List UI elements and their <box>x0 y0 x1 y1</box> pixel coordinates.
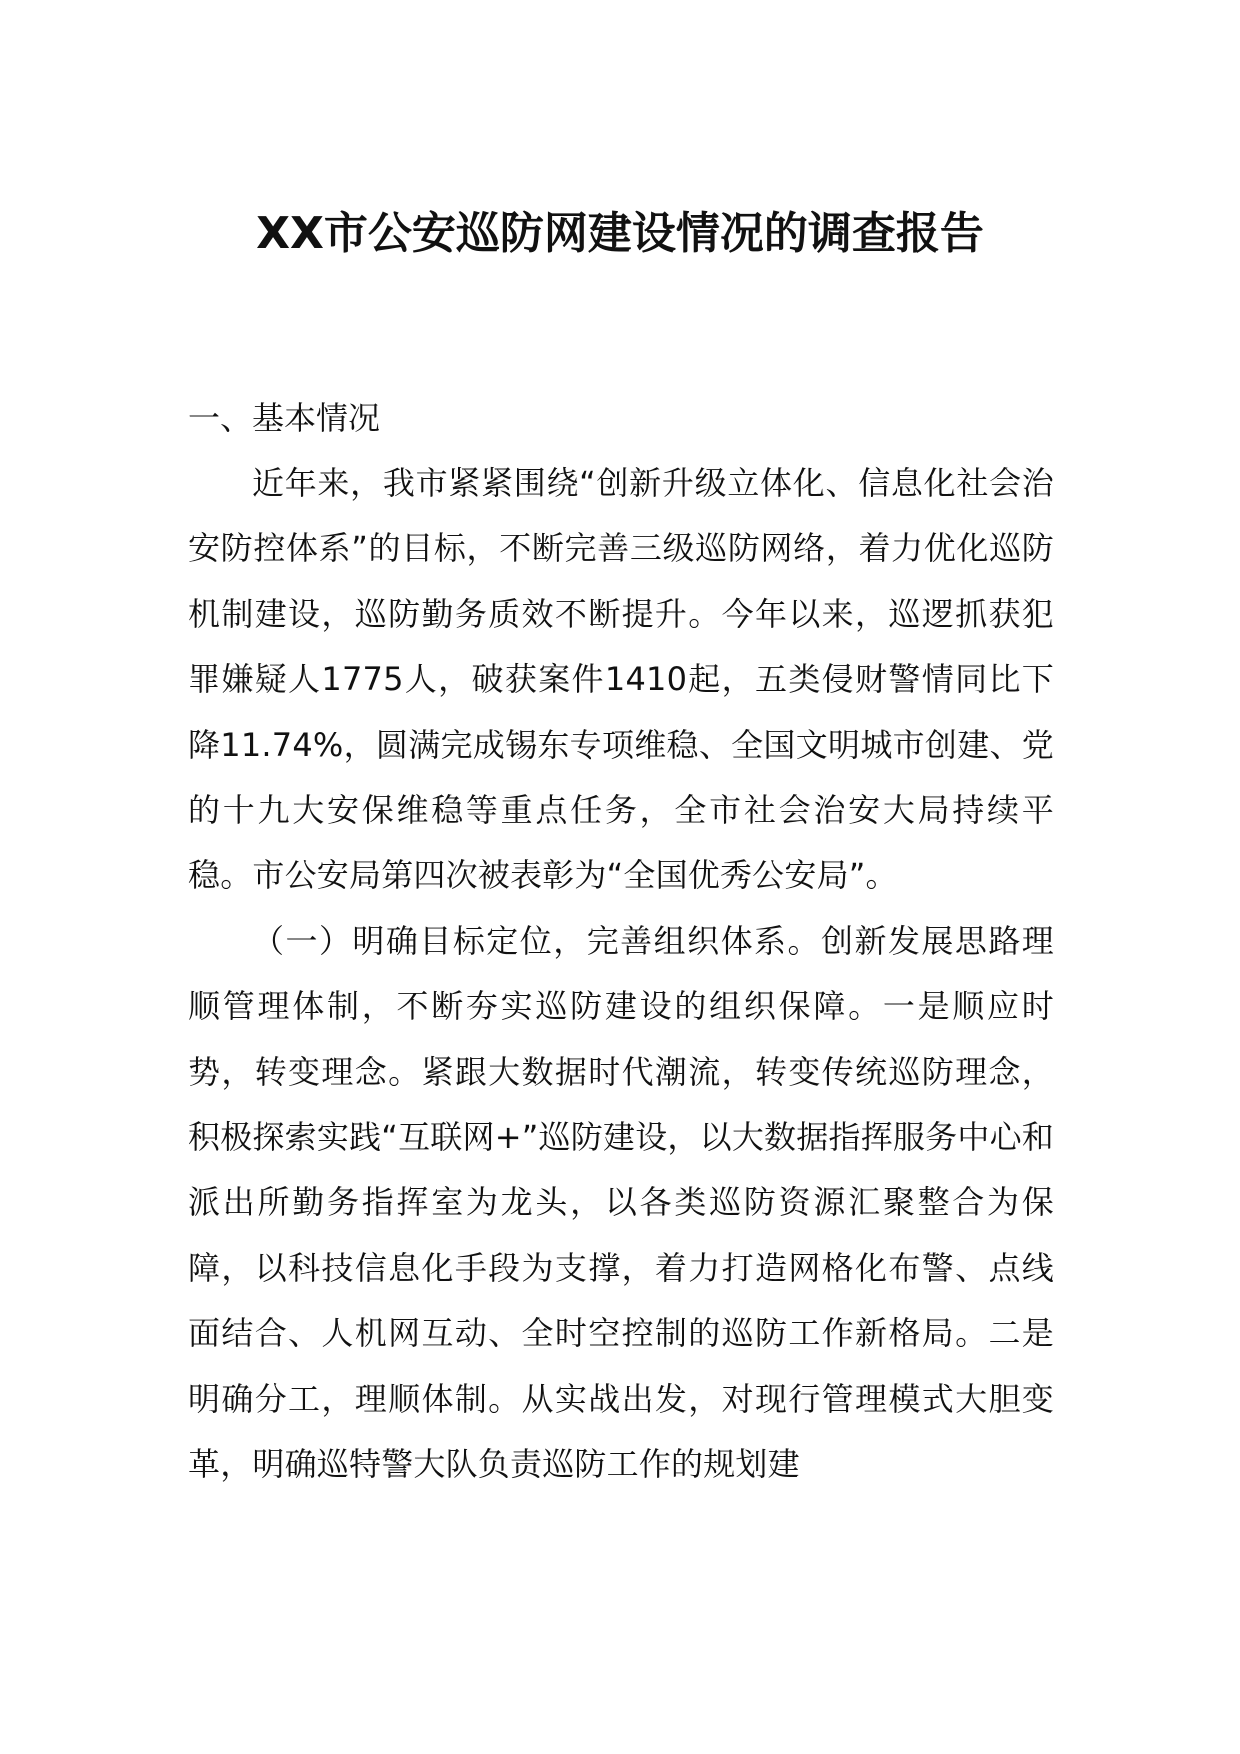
document-body <box>188 386 1054 1498</box>
section-heading: 一、基本情况 <box>188 399 381 437</box>
body-paragraph: 近年来，我市紧紧围绕“创新升级立体化、信息化社会治安防控体系”的目标，不断完善三级巡防网络，着力优化巡防机制建设，巡防勤务质效不断提升。今年以来，巡逻抓获犯罪嫌疑人1775人，破获案件1410起，五类侵财警情同比下降11.74%，圆满完成锡东专项维稳、全国文明城市创建、党的十九大安保维稳等重点任务，全市社会治安大局持续平稳。市公安局第四次被表彰为“全国优秀公安局”。 <box>188 464 1054 895</box>
document-title: XX市公安巡防网建设情况的调查报告 <box>256 208 984 259</box>
body-paragraph: （一）明确目标定位，完善组织体系。创新发展思路理顺管理体制，不断夯实巡防建设的组织保障。一是顺应时势，转变理念。紧跟大数据时代潮流，转变传统巡防理念，积极探索实践“互联网+”巡防建设，以大数据指挥服务中心和派出所勤务指挥室为龙头，以各类巡防资源汇聚整合为保障，以科技信息化手段为支撑，着力打造网格化布警、点线面结合、人机网互动、全时空控制的巡防工作新格局。二是明确分工，理顺体制。从实战出发，对现行管理模式大胆变革，明确巡特警大队负责巡防工作的规划建 <box>188 921 1054 1484</box>
